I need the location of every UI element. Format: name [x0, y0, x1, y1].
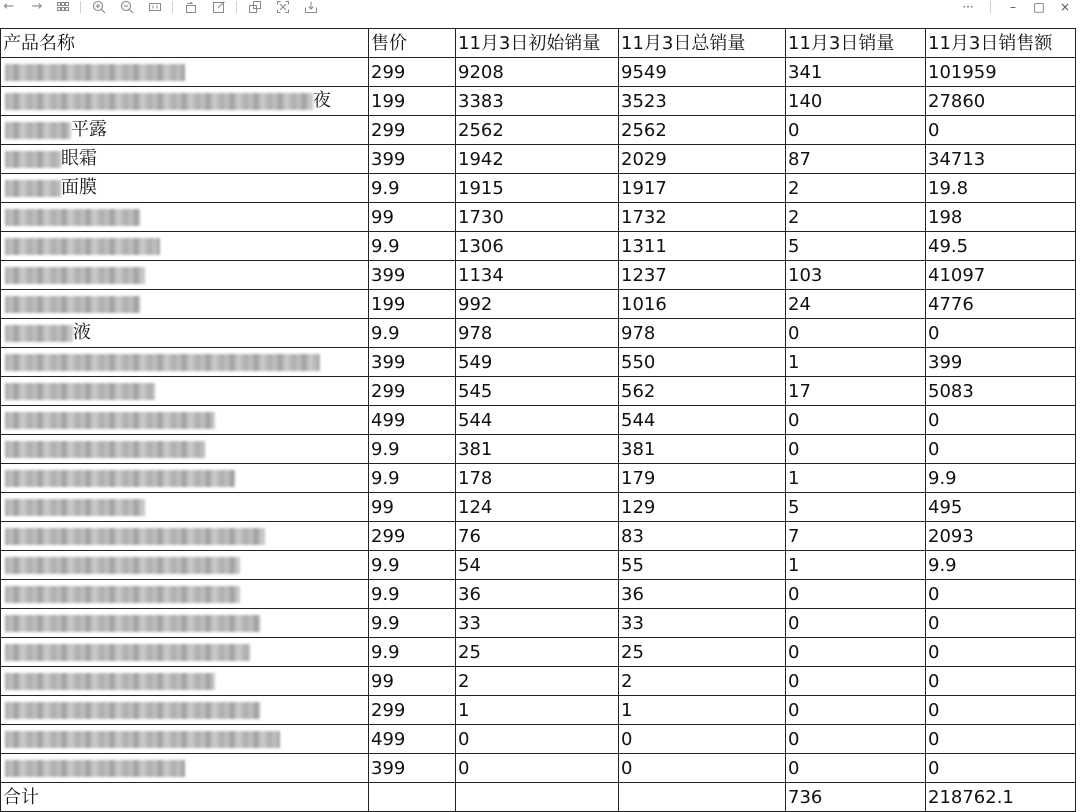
initial-sales-cell: 992 [456, 290, 619, 319]
product-name-text: 夜 [313, 90, 331, 111]
daily-sales-cell: 0 [786, 725, 926, 754]
product-name-cell [1, 580, 369, 609]
total-sales-cell: 1237 [619, 261, 786, 290]
redacted-name-mosaic [5, 499, 145, 516]
price-cell: 299 [369, 696, 456, 725]
total-sales-cell: 1732 [619, 203, 786, 232]
daily-sales-cell: 0 [786, 638, 926, 667]
redacted-name-mosaic [5, 441, 205, 458]
redacted-name-mosaic [5, 354, 320, 371]
price-cell: 9.9 [369, 551, 456, 580]
product-name-cell [1, 203, 369, 232]
total-sales-cell: 129 [619, 493, 786, 522]
redacted-name-mosaic [5, 325, 73, 342]
redacted-name-mosaic [5, 383, 155, 400]
initial-sales-cell: 1915 [456, 174, 619, 203]
product-name-cell [1, 290, 369, 319]
daily-sales-cell: 7 [786, 522, 926, 551]
toolbar-divider [236, 1, 237, 13]
table-row [1, 435, 1076, 464]
redacted-name-mosaic [5, 470, 235, 487]
daily-sales-cell: 1 [786, 348, 926, 377]
redacted-name-mosaic [5, 180, 61, 197]
revenue-cell: 0 [926, 609, 1076, 638]
revenue-cell: 9.9 [926, 464, 1076, 493]
table-row [1, 754, 1076, 783]
revenue-cell: 399 [926, 348, 1076, 377]
back-icon[interactable]: ← [3, 0, 15, 14]
daily-sales-cell: 2 [786, 174, 926, 203]
table-row [1, 725, 1076, 754]
revenue-cell: 2093 [926, 522, 1076, 551]
header-row [1, 29, 1076, 58]
initial-sales-cell: 2 [456, 667, 619, 696]
daily-sales-cell: 5 [786, 232, 926, 261]
column-header-initial-sales: 11月3日初始销量 [456, 29, 619, 58]
total-sales-cell: 55 [619, 551, 786, 580]
total-revenue-cell: 218762.1 [926, 783, 1076, 812]
daily-sales-cell: 0 [786, 435, 926, 464]
redacted-name-mosaic [5, 151, 61, 168]
total-sales-cell: 3523 [619, 87, 786, 116]
product-name-cell [1, 551, 369, 580]
daily-sales-cell: 0 [786, 116, 926, 145]
table-row [1, 580, 1076, 609]
table-row [1, 203, 1076, 232]
column-header-daily-sales: 11月3日销量 [786, 29, 926, 58]
total-sales-cell: 736 [786, 783, 926, 812]
copy-icon[interactable] [248, 0, 262, 14]
table-row [1, 609, 1076, 638]
total-sales-cell: 0 [619, 725, 786, 754]
download-icon[interactable] [304, 0, 318, 14]
redacted-name-mosaic [5, 586, 240, 603]
toolbar-divider [172, 1, 173, 13]
price-cell: 399 [369, 261, 456, 290]
rotate-icon[interactable] [184, 0, 198, 14]
revenue-cell: 0 [926, 435, 1076, 464]
revenue-cell: 0 [926, 638, 1076, 667]
product-name-cell [1, 319, 369, 348]
product-name-cell [1, 232, 369, 261]
redacted-name-mosaic [5, 673, 215, 690]
initial-sales-cell: 1306 [456, 232, 619, 261]
price-cell: 299 [369, 116, 456, 145]
table-row [1, 377, 1076, 406]
total-sales-cell: 381 [619, 435, 786, 464]
product-name-cell [1, 87, 369, 116]
product-name-text: 液 [73, 322, 91, 343]
daily-sales-cell: 0 [786, 580, 926, 609]
initial-sales-cell: 3383 [456, 87, 619, 116]
table-row [1, 348, 1076, 377]
initial-sales-cell: 33 [456, 609, 619, 638]
actual-size-icon[interactable] [148, 0, 162, 14]
table-row [1, 464, 1076, 493]
total-sales-cell: 36 [619, 580, 786, 609]
price-cell: 9.9 [369, 319, 456, 348]
daily-sales-cell: 87 [786, 145, 926, 174]
product-name-text: 面膜 [61, 177, 97, 198]
price-cell: 9.9 [369, 232, 456, 261]
total-sales-cell: 33 [619, 609, 786, 638]
revenue-cell: 0 [926, 319, 1076, 348]
initial-sales-cell: 381 [456, 435, 619, 464]
daily-sales-cell: 341 [786, 58, 926, 87]
price-cell: 499 [369, 725, 456, 754]
product-name-text: 平露 [71, 119, 107, 140]
revenue-cell: 0 [926, 725, 1076, 754]
product-name-cell [1, 493, 369, 522]
price-cell: 399 [369, 754, 456, 783]
total-price-cell [369, 783, 456, 812]
initial-sales-cell: 545 [456, 377, 619, 406]
price-cell: 299 [369, 522, 456, 551]
price-cell: 399 [369, 145, 456, 174]
table-row [1, 290, 1076, 319]
sales-table [0, 28, 1076, 812]
table-row [1, 493, 1076, 522]
price-cell: 399 [369, 348, 456, 377]
redacted-name-mosaic [5, 238, 160, 255]
revenue-cell: 0 [926, 406, 1076, 435]
product-name-cell [1, 261, 369, 290]
table-row [1, 174, 1076, 203]
total-sales-cell: 25 [619, 638, 786, 667]
table-row [1, 551, 1076, 580]
total-sales-cell: 83 [619, 522, 786, 551]
table-row [1, 406, 1076, 435]
daily-sales-cell: 1 [786, 464, 926, 493]
total-sales-cell: 2 [619, 667, 786, 696]
revenue-cell: 0 [926, 754, 1076, 783]
revenue-cell: 9.9 [926, 551, 1076, 580]
product-name-cell [1, 696, 369, 725]
revenue-cell: 49.5 [926, 232, 1076, 261]
table-row [1, 87, 1076, 116]
initial-sales-cell: 2562 [456, 116, 619, 145]
redacted-name-mosaic [5, 528, 265, 545]
maximize-button[interactable]: □ [1033, 0, 1045, 14]
initial-sales-cell: 0 [456, 754, 619, 783]
revenue-cell: 27860 [926, 87, 1076, 116]
product-name-cell [1, 725, 369, 754]
initial-sales-cell: 544 [456, 406, 619, 435]
redacted-name-mosaic [5, 267, 145, 284]
daily-sales-cell: 0 [786, 754, 926, 783]
price-cell: 199 [369, 290, 456, 319]
initial-sales-cell: 1942 [456, 145, 619, 174]
product-name-cell [1, 522, 369, 551]
initial-sales-cell: 1134 [456, 261, 619, 290]
product-name-cell [1, 435, 369, 464]
initial-sales-cell: 549 [456, 348, 619, 377]
table-row [1, 522, 1076, 551]
initial-sales-cell: 76 [456, 522, 619, 551]
table-row [1, 319, 1076, 348]
initial-sales-cell: 1 [456, 696, 619, 725]
table-row [1, 116, 1076, 145]
initial-sales-cell: 1730 [456, 203, 619, 232]
product-name-cell [1, 464, 369, 493]
initial-sales-cell: 178 [456, 464, 619, 493]
revenue-cell: 495 [926, 493, 1076, 522]
initial-sales-cell: 124 [456, 493, 619, 522]
price-cell: 9.9 [369, 638, 456, 667]
total-total-cell [619, 783, 786, 812]
price-cell: 99 [369, 493, 456, 522]
total-sales-cell: 978 [619, 319, 786, 348]
price-cell: 99 [369, 667, 456, 696]
product-name-cell [1, 348, 369, 377]
initial-sales-cell: 978 [456, 319, 619, 348]
daily-sales-cell: 0 [786, 406, 926, 435]
total-sales-cell: 550 [619, 348, 786, 377]
product-name-cell [1, 58, 369, 87]
close-button[interactable]: × [1059, 0, 1071, 14]
product-name-cell [1, 377, 369, 406]
redacted-name-mosaic [5, 412, 215, 429]
price-cell: 499 [369, 406, 456, 435]
redacted-name-mosaic [5, 760, 185, 777]
forward-icon[interactable]: → [31, 0, 43, 14]
table-row [1, 58, 1076, 87]
daily-sales-cell: 0 [786, 696, 926, 725]
price-cell: 99 [369, 203, 456, 232]
table-row [1, 261, 1076, 290]
redacted-name-mosaic [5, 296, 140, 313]
daily-sales-cell: 0 [786, 319, 926, 348]
total-sales-cell: 1311 [619, 232, 786, 261]
table-row [1, 145, 1076, 174]
redacted-name-mosaic [5, 731, 280, 748]
revenue-cell: 101959 [926, 58, 1076, 87]
price-cell: 199 [369, 87, 456, 116]
total-sales-cell: 9549 [619, 58, 786, 87]
redacted-name-mosaic [5, 702, 260, 719]
revenue-cell: 0 [926, 116, 1076, 145]
table-row [1, 667, 1076, 696]
price-cell: 9.9 [369, 609, 456, 638]
daily-sales-cell: 1 [786, 551, 926, 580]
revenue-cell: 5083 [926, 377, 1076, 406]
total-initial-cell [456, 783, 619, 812]
price-cell: 9.9 [369, 435, 456, 464]
column-header-total-sales: 11月3日总销量 [619, 29, 786, 58]
initial-sales-cell: 0 [456, 725, 619, 754]
total-sales-cell: 562 [619, 377, 786, 406]
column-header-revenue: 11月3日销售额 [926, 29, 1076, 58]
product-name-cell [1, 667, 369, 696]
total-sales-cell: 544 [619, 406, 786, 435]
revenue-cell: 0 [926, 667, 1076, 696]
daily-sales-cell: 2 [786, 203, 926, 232]
total-sales-cell: 1016 [619, 290, 786, 319]
column-header-price: 售价 [369, 29, 456, 58]
product-name-cell [1, 609, 369, 638]
revenue-cell: 34713 [926, 145, 1076, 174]
daily-sales-cell: 5 [786, 493, 926, 522]
daily-sales-cell: 0 [786, 667, 926, 696]
daily-sales-cell: 24 [786, 290, 926, 319]
column-header-product-name: 产品名称 [1, 29, 369, 58]
edit-icon[interactable] [212, 0, 226, 14]
product-name-text: 眼霜 [61, 148, 97, 169]
zoom-in-icon[interactable] [92, 0, 106, 14]
daily-sales-cell: 103 [786, 261, 926, 290]
price-cell: 9.9 [369, 464, 456, 493]
product-name-cell [1, 638, 369, 667]
price-cell: 299 [369, 377, 456, 406]
total-sales-cell: 2562 [619, 116, 786, 145]
daily-sales-cell: 17 [786, 377, 926, 406]
toolbar-divider [80, 1, 81, 13]
revenue-cell: 41097 [926, 261, 1076, 290]
total-sales-cell: 2029 [619, 145, 786, 174]
total-sales-cell: 0 [619, 754, 786, 783]
total-label: 合计 [1, 783, 369, 812]
price-cell: 9.9 [369, 580, 456, 609]
table-row [1, 638, 1076, 667]
initial-sales-cell: 9208 [456, 58, 619, 87]
grid-view-icon[interactable] [56, 0, 70, 14]
revenue-cell: 4776 [926, 290, 1076, 319]
total-sales-cell: 179 [619, 464, 786, 493]
price-cell: 299 [369, 58, 456, 87]
spreadsheet-image [0, 28, 1076, 812]
redacted-name-mosaic [5, 209, 140, 226]
zoom-out-icon[interactable] [120, 0, 134, 14]
more-options-button[interactable]: ··· [962, 0, 974, 14]
minimize-button[interactable]: – [1010, 0, 1016, 14]
product-name-cell [1, 174, 369, 203]
redacted-name-mosaic [5, 93, 313, 110]
product-name-cell [1, 754, 369, 783]
initial-sales-cell: 54 [456, 551, 619, 580]
toolbar-divider [990, 1, 991, 13]
price-cell: 9.9 [369, 174, 456, 203]
product-name-cell [1, 116, 369, 145]
revenue-cell: 198 [926, 203, 1076, 232]
revenue-cell: 0 [926, 696, 1076, 725]
table-row [1, 232, 1076, 261]
redacted-name-mosaic [5, 122, 71, 139]
initial-sales-cell: 36 [456, 580, 619, 609]
fullscreen-icon[interactable] [276, 0, 290, 14]
total-sales-cell: 1917 [619, 174, 786, 203]
revenue-cell: 0 [926, 580, 1076, 609]
daily-sales-cell: 140 [786, 87, 926, 116]
redacted-name-mosaic [5, 64, 185, 81]
initial-sales-cell: 25 [456, 638, 619, 667]
product-name-cell [1, 406, 369, 435]
redacted-name-mosaic [5, 557, 240, 574]
viewer-toolbar [0, 0, 1080, 22]
revenue-cell: 19.8 [926, 174, 1076, 203]
redacted-name-mosaic [5, 644, 250, 661]
daily-sales-cell: 0 [786, 609, 926, 638]
table-row [1, 696, 1076, 725]
total-row [1, 783, 1076, 812]
total-sales-cell: 1 [619, 696, 786, 725]
redacted-name-mosaic [5, 615, 260, 632]
product-name-cell [1, 145, 369, 174]
